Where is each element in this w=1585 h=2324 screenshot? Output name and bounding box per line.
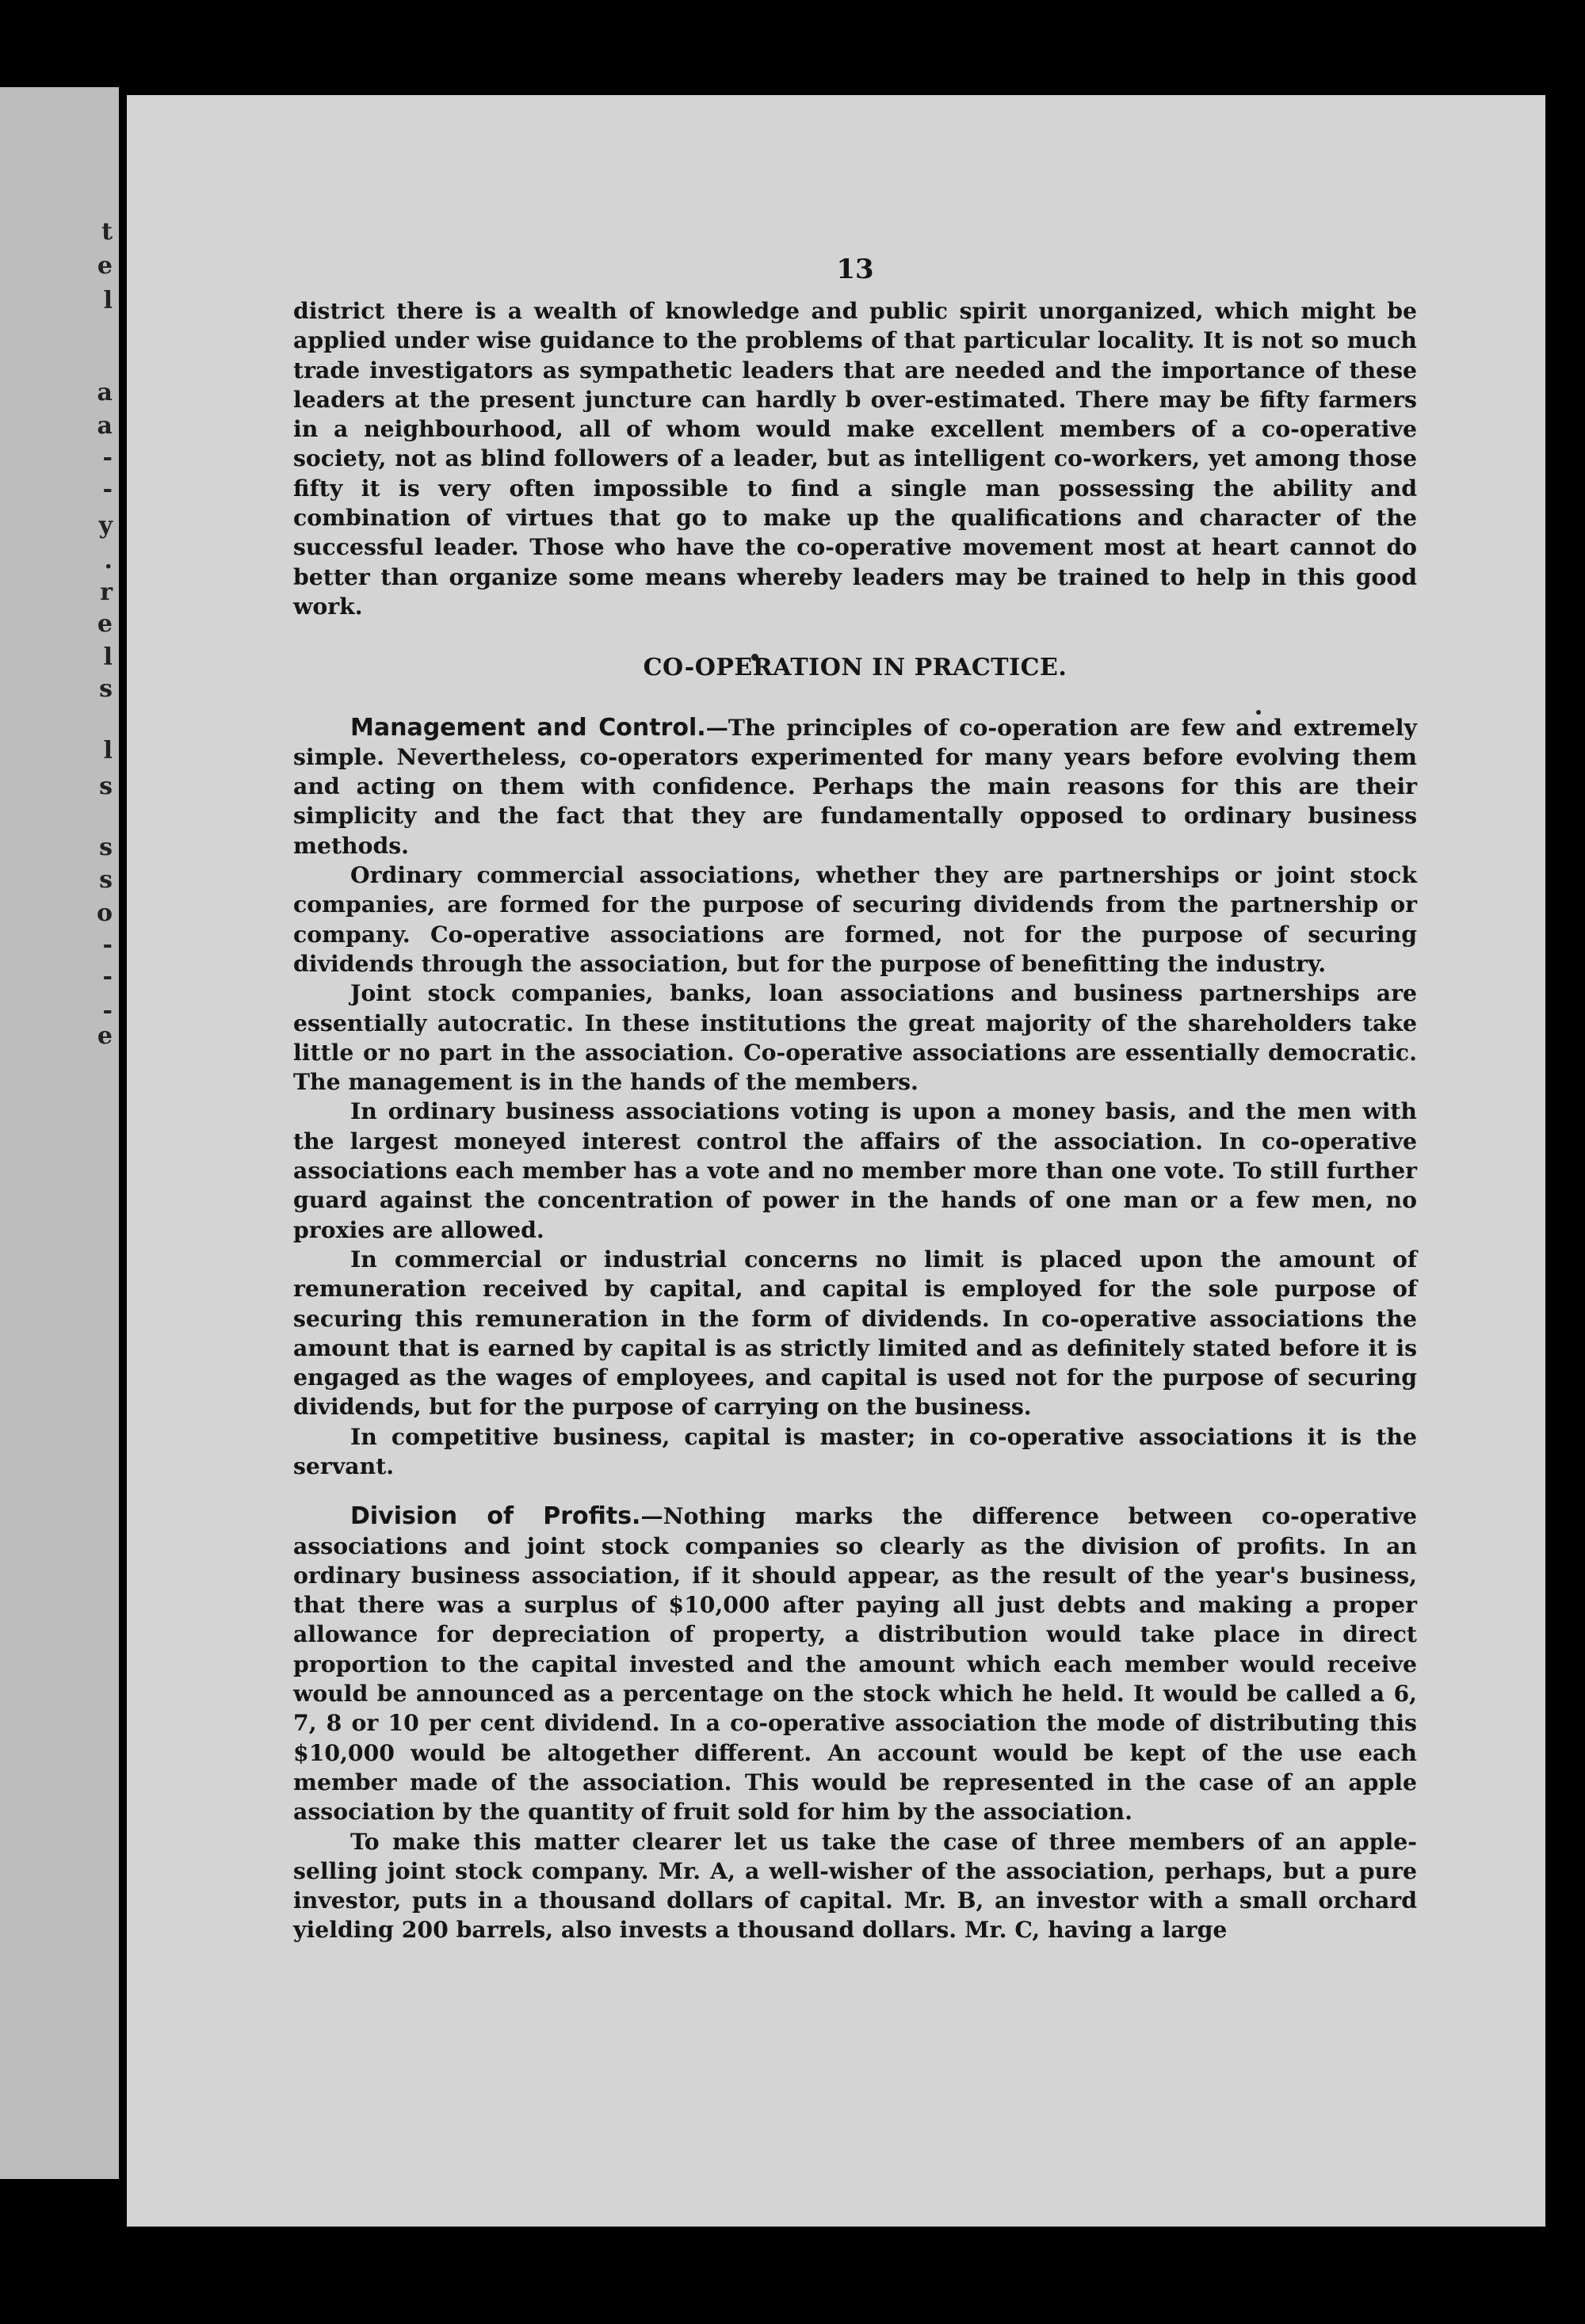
intro-paragraph: district there is a wealth of knowledge and public spirit unorganized, which might be applied under wise guidance to the problems of that particular locality. It is not so much trade investigators as sympathetic leaders that are needed and the importance of these leaders at the present juncture can hardly b over-estimated. There may be fifty farmers in a neighbourhood, all of whom would make excellent members of a co-operative society, not as blind followers of a leader, but as intelligent co-workers, yet among those fifty it is very often impossible to find a single man possessing the ability and combination of virtues that go to make up the qualifications and character of the successful leader. Those who have the co-operative movement most at heart cannot do better than organize some means whereby leaders may be trained to help in this good work. [293, 297, 1417, 620]
division-paragraph-2: To make this matter clearer let us take the case of three members of an apple-selling joint stock company. Mr. A, a well-wisher of the association, perhaps, but a pure investor, puts in a thousand dollars of capital. Mr. B, an investor with a small orchard yielding 200 barrels, also invests a thousand dollars. Mr. C, having a large [293, 1827, 1417, 1944]
division-paragraph-1-text: —Nothing marks the difference between co-operative associations and joint stock companies so clearly as the division of profits. In an ordinary business association, if it should appear, as the result of the year's business, that there was a surplus of $10,000 after paying all just debts and making a proper allowance for depreciation of property, a distribution would take place in direct proportion to the capital invested and the amount which each member would receive would be announced as a percentage on the stock which he held. It would be called a 6, 7, 8 or 10 per cent dividend. In a co-operative association the mode of distributing this $10,000 would be altogether different. An account would be kept of the use each member made of the association. This would be represented in the case of an apple association by the quantity of fruit sold for him by the association. [293, 1502, 1418, 1826]
facing-page-fragment: - [102, 963, 113, 990]
facing-page-fragment: l [103, 643, 113, 671]
management-paragraph-3: Joint stock companies, banks, loan associations and business partnerships are essentially autocratic. In these institutions the great majority of the shareholders take little or no part in the association. Co-operative associations are essentially democratic. The management is in the hands of the members. [293, 979, 1417, 1096]
facing-page-fragment: s [99, 773, 113, 800]
facing-page-fragment: e [97, 252, 113, 280]
division-run-in-heading: Division of Profits. [350, 1502, 641, 1531]
facing-page-fragment: - [102, 475, 113, 503]
facing-page-fragment: s [99, 834, 113, 861]
facing-page-edge [0, 87, 119, 2179]
facing-page-fragment: y [98, 512, 113, 540]
facing-page-fragment: e [97, 610, 113, 638]
management-paragraph-1 [293, 713, 1417, 861]
division-paragraph-1 [293, 1502, 1417, 1826]
facing-page-fragment: s [99, 675, 113, 703]
facing-page-fragment: o [96, 899, 113, 927]
facing-page-fragment: r [100, 578, 113, 606]
facing-page-fragment: . [104, 547, 113, 574]
facing-page-fragment: a [97, 412, 113, 440]
page-body [293, 254, 1417, 1945]
management-paragraph-6: In competitive business, capital is master; in co-operative associations it is the servant. [293, 1422, 1417, 1479]
facing-page-fragment: e [97, 1022, 113, 1050]
management-run-in-heading: Management and Control. [350, 713, 706, 742]
facing-page-fragment: t [101, 218, 113, 246]
facing-page-text-fragments [0, 87, 119, 2179]
facing-page-fragment: l [103, 287, 113, 315]
management-paragraph-4: In ordinary business associations voting is upon a money basis, and the men with the largest moneyed interest control the affairs of the association. In co-operative associations each member has a vote and no member more than one vote. To still further guard against the concentration of power in the hands of one man or a few men, no proxies are allowed. [293, 1097, 1417, 1243]
management-paragraph-2: Ordinary commercial associations, whether they are partnerships or joint stock companies, are formed for the purpose of securing dividends from the partnership or company. Co-operative associations are formed, not for the purpose of securing dividends through the association, but for the purpose of benefitting the industry. [293, 861, 1417, 977]
book-page [127, 95, 1545, 2227]
facing-page-fragment: - [102, 997, 113, 1025]
page-number: 13 [836, 254, 874, 285]
section-heading: CO-OPERATION IN PRACTICE. [643, 654, 1067, 682]
facing-page-fragment: l [103, 737, 113, 765]
facing-page-fragment: - [102, 931, 113, 959]
facing-page-fragment: s [99, 866, 113, 894]
facing-page-fragment: a [97, 379, 113, 406]
management-paragraph-1-text: —The principles of co-operation are few and extremely simple. Nevertheless, co-operators experimented for many years before evolving them and acting on them with confidence. Perhaps the main reasons for this are their simplicity and the fact that they are fundamentally opposed to ordinary business methods. [293, 713, 1417, 859]
facing-page-fragment: - [102, 444, 113, 471]
management-paragraph-5: In commercial or industrial concerns no limit is placed upon the amount of remuneration received by capital, and capital is employed for the sole purpose of securing this remuneration in the form of dividends. In co-operative associations the amount that is earned by capital is as strictly limited and as definitely stated before it is engaged as the wages of employees, and capital is used not for the purpose of securing dividends, but for the purpose of carrying on the business. [293, 1245, 1417, 1421]
